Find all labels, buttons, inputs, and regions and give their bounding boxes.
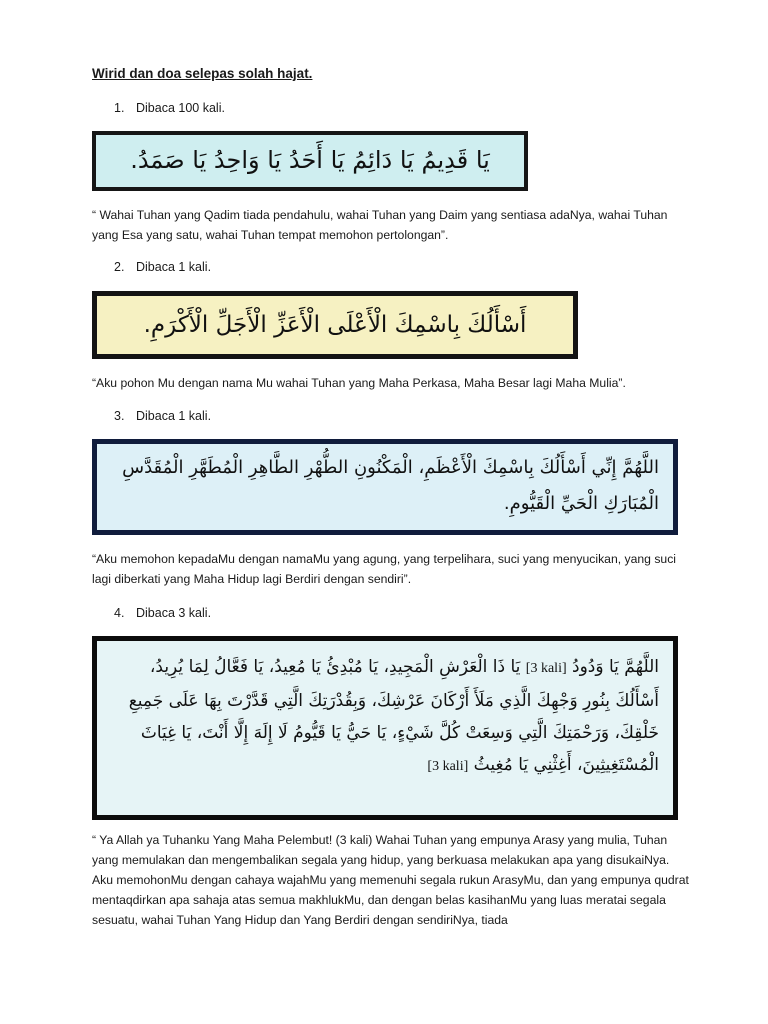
section-2-number: 2.	[114, 260, 125, 274]
section-4-kali-label-end: [3 kali]	[427, 759, 469, 774]
section-1-translation: “ Wahai Tuhan yang Qadim tiada pendahulu, wahai Tuhan yang Daim yang sentiasa adaNya, wahai Tuhan yang Esa yang satu, wahai Tuhan tempat memohon pertolongan”.	[92, 208, 668, 242]
document-title: Wirid dan doa selepas solah hajat.	[92, 66, 313, 81]
section-4-arabic-part2: يَا ذَا الْعَرْشِ الْمَجِيدِ، يَا مُبْدِئُ يَا مُعِيدُ، يَا فَعَّالُ لِمَا يُرِيدُ، أَسْأَلُكَ بِنُورِ وَجْهِكَ الَّذِي مَلَأَ أَرْكَانَ عَرْشِكَ، وَبِقُدْرَتِكَ الَّتِي قَدَّرْتَ بِهَا عَلَى جَمِيعِ خَلْقِكَ، وَرَحْمَتِكَ الَّتِي وَسِعَتْ كُلَّ شَيْءٍ، يَا حَيُّ يَا قَيُّومُ لَا إِلَهَ إِلَّا أَنْتَ، يَا غِيَاثَ الْمُسْتَغِيثِينَ، أَغِثْنِي يَا مُغِيثُ	[128, 657, 659, 775]
section-4-kali-label: [3 kali]	[525, 661, 567, 676]
section-4-instruction-text: Dibaca 3 kali.	[136, 606, 212, 620]
section-1-arabic-box: يَا قَدِيمُ يَا دَائِمُ يَا أَحَدُ يَا وَاحِدُ يَا صَمَدُ.	[92, 131, 528, 191]
section-4-arabic-part1: اللَّهُمَّ يَا وَدُودُ	[566, 657, 659, 677]
section-4-arabic-box	[92, 636, 678, 820]
section-4-instruction	[114, 606, 211, 620]
section-2-instruction	[114, 260, 211, 274]
section-2-translation: “Aku pohon Mu dengan nama Mu wahai Tuhan yang Maha Perkasa, Maha Besar lagi Maha Mulia”.	[92, 376, 626, 390]
section-4-translation: “ Ya Allah ya Tuhanku Yang Maha Pelembut! (3 kali) Wahai Tuhan yang empunya Arasy yang mulia, Tuhan yang memulakan dan mengembalikan segala yang hidup, yang berkuasa melakukan apa yang disukaiNya. Aku memohonMu dengan cahaya wajahMu yang memenuhi segala rukun ArasyMu, dan yang empunya qudrat mentaqdirkan apa sahaja atas semua makhlukMu, dan dengan belas kasihanMu yang luas meratai segala sesuatu, wahai Tuhan Yang Hidup dan Yang Berdiri dengan sendiriNya, tiada	[92, 833, 689, 927]
section-3-instruction-text: Dibaca 1 kali.	[136, 409, 212, 423]
section-3-number: 3.	[114, 409, 125, 423]
section-2-instruction-text: Dibaca 1 kali.	[136, 260, 212, 274]
section-1-number: 1.	[114, 101, 125, 115]
section-3-translation: “Aku memohon kepadaMu dengan namaMu yang agung, yang terpelihara, suci yang menyucikan, yang suci lagi diberkati yang Maha Hidup lagi Berdiri dengan sendiri”.	[92, 552, 677, 586]
section-4-number: 4.	[114, 606, 125, 620]
section-3-instruction	[114, 409, 211, 423]
section-1-instruction-text: Dibaca 100 kali.	[136, 101, 225, 115]
section-2-arabic-box: أَسْأَلُكَ بِاسْمِكَ الْأَعْلَى الْأَعَزِّ الْأَجَلِّ الْأَكْرَمِ.	[92, 291, 578, 359]
section-3-arabic-box: اللَّهُمَّ إِنِّي أَسْأَلُكَ بِاسْمِكَ الْأَعْظَمِ، الْمَكْنُونِ الطُّهْرِ الطَّاهِرِ الْمُطَهَّرِ الْمُقَدَّسِ الْمُبَارَكِ الْحَيِّ الْقَيُّومِ.	[92, 439, 678, 535]
section-1-instruction	[114, 101, 225, 115]
